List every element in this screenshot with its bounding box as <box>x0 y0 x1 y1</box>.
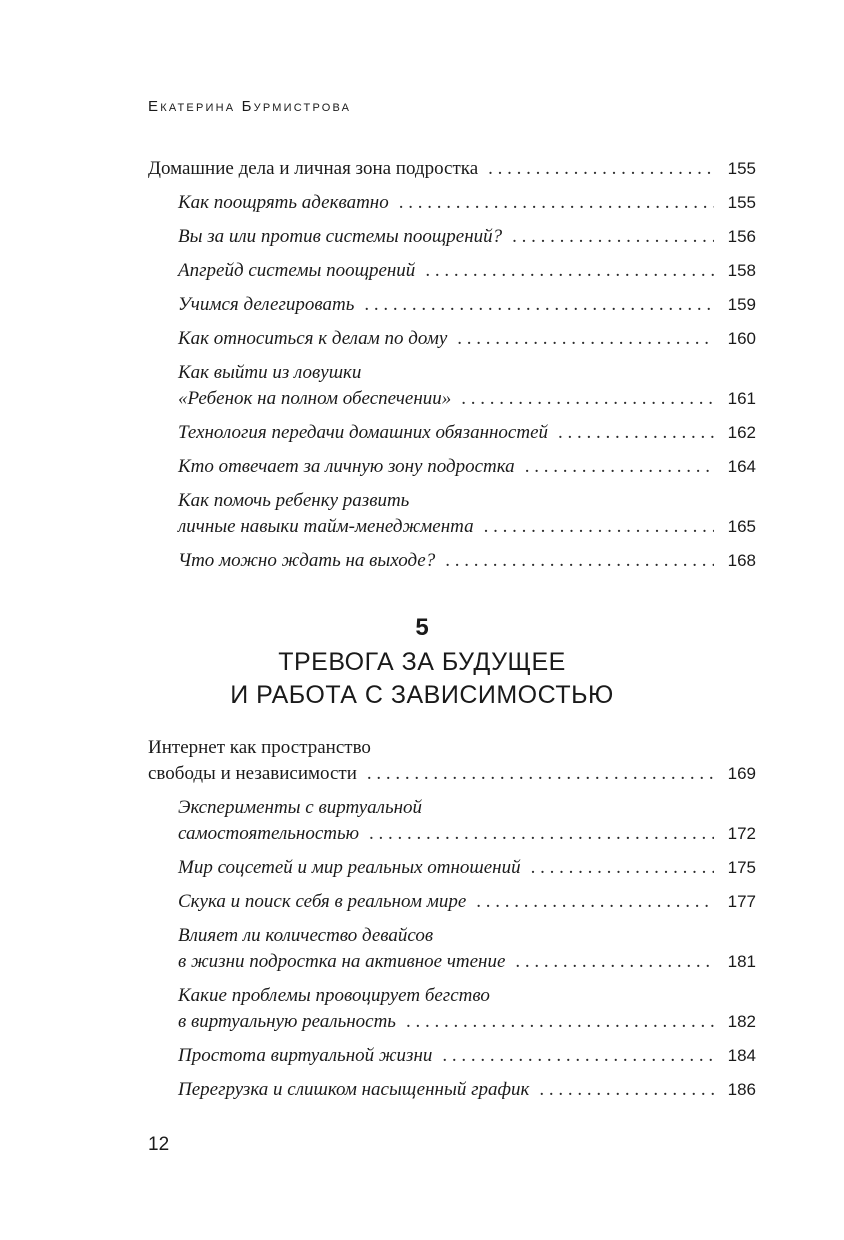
toc-page-number: 160 <box>727 329 756 348</box>
chapter-title-line-2: И РАБОТА С ЗАВИСИМОСТЬЮ <box>230 681 614 709</box>
toc-subsection-entry <box>178 923 756 975</box>
toc-entry-title: Интернет как пространство <box>148 737 371 758</box>
toc-entry-title: Как поощрять адекватно <box>178 192 389 213</box>
toc-subsection-entry <box>178 1043 756 1069</box>
toc-entry-title: Апгрейд системы поощрений <box>178 260 416 281</box>
running-head-author: Екатерина Бурмистрова <box>148 98 352 115</box>
toc-page-number: 184 <box>727 1046 756 1065</box>
toc-entry-title: Простота виртуальной жизни <box>178 1045 433 1066</box>
toc-page-number: 169 <box>727 764 756 783</box>
dot-leader <box>512 224 714 250</box>
dot-leader <box>445 548 714 574</box>
toc-subsection-entry <box>178 360 756 412</box>
dot-leader <box>461 386 714 412</box>
dot-leader <box>442 1043 714 1069</box>
toc-subsection-entry <box>178 983 756 1035</box>
toc-entry-title: в виртуальную реальность <box>178 1011 396 1032</box>
toc-entry-title: Как относиться к делам по дому <box>178 328 448 349</box>
toc-page-number: 182 <box>727 1012 756 1031</box>
toc-page-number: 164 <box>727 457 756 476</box>
dot-leader <box>369 821 714 847</box>
toc-subsection-entry <box>178 292 756 318</box>
toc-entry-title: Мир соцсетей и мир реальных отношений <box>178 857 521 878</box>
toc-entry-title: Как выйти из ловушки <box>178 362 362 383</box>
toc-entry-title: Что можно ждать на выходе? <box>178 550 436 571</box>
dot-leader <box>476 889 714 915</box>
toc-subsection-entry <box>178 326 756 352</box>
toc-subsection-entry <box>178 258 756 284</box>
toc-subsection-entry <box>178 795 756 847</box>
dot-leader <box>539 1077 714 1103</box>
toc-entry-title: Эксперименты с виртуальной <box>178 797 423 818</box>
toc-subsection-entry <box>178 190 756 216</box>
toc-page-number: 162 <box>727 423 756 442</box>
dot-leader <box>457 326 714 352</box>
dot-leader <box>399 190 714 216</box>
dot-leader <box>515 949 714 975</box>
dot-leader <box>558 420 714 446</box>
dot-leader <box>425 258 714 284</box>
chapter-number: 5 <box>415 614 429 641</box>
toc-page-number: 155 <box>727 159 756 178</box>
dot-leader <box>406 1009 714 1035</box>
toc-section-entry <box>148 735 756 787</box>
toc-page-number: 159 <box>727 295 756 314</box>
page-number: 12 <box>148 1134 170 1155</box>
toc-entry-title: Какие проблемы провоцирует бегство <box>178 985 490 1006</box>
toc-entry-title: Технология передачи домашних обязанностей <box>178 422 549 443</box>
toc-entry-title: Перегрузка и слишком насыщенный график <box>178 1079 530 1100</box>
toc-page-number: 172 <box>727 824 756 843</box>
toc-entry-title: Вы за или против системы поощрений? <box>178 226 503 247</box>
toc-page-number: 165 <box>727 517 756 536</box>
toc-entry-title: Кто отвечает за личную зону подростка <box>178 456 515 477</box>
toc-subsection-entry <box>178 420 756 446</box>
toc-subsection-entry <box>178 855 756 881</box>
toc-page-number: 161 <box>727 389 756 408</box>
toc-page-number: 177 <box>727 892 756 911</box>
dot-leader <box>525 454 714 480</box>
toc-entry-title: в жизни подростка на активное чтение <box>178 951 506 972</box>
toc-entry-title: личные навыки тайм-менеджмента <box>178 516 474 537</box>
toc-section-entry <box>148 156 756 182</box>
toc-page-number: 156 <box>727 227 756 246</box>
dot-leader <box>484 514 714 540</box>
dot-leader <box>488 156 714 182</box>
toc-page-number: 186 <box>727 1080 756 1099</box>
dot-leader <box>364 292 714 318</box>
dot-leader <box>367 761 714 787</box>
toc-entry-title: Домашние дела и личная зона подростка <box>148 158 479 179</box>
toc-entry-title: Учимся делегировать <box>178 294 355 315</box>
toc-subsection-entry <box>178 889 756 915</box>
dot-leader <box>531 855 714 881</box>
toc-entry-title: Как помочь ребенку развить <box>178 490 410 511</box>
toc-subsection-entry <box>178 548 756 574</box>
toc-subsection-entry <box>178 224 756 250</box>
toc-entry-title: Влияет ли количество девайсов <box>178 925 434 946</box>
toc-entry-title: «Ребенок на полном обеспечении» <box>178 388 452 409</box>
toc-page-number: 175 <box>727 858 756 877</box>
toc-page-number: 158 <box>727 261 756 280</box>
toc-subsection-entry <box>178 1077 756 1103</box>
toc-page-number: 181 <box>727 952 756 971</box>
toc-part-1 <box>148 156 756 582</box>
toc-page-number: 155 <box>727 193 756 212</box>
toc-subsection-entry <box>178 488 756 540</box>
toc-page-number: 168 <box>727 551 756 570</box>
toc-entry-title: свободы и независимости <box>148 763 357 784</box>
toc-part-2 <box>148 735 756 1111</box>
chapter-title-line-1: ТРЕВОГА ЗА БУДУЩЕЕ <box>278 648 566 676</box>
toc-entry-title: Скука и поиск себя в реальном мире <box>178 891 467 912</box>
toc-subsection-entry <box>178 454 756 480</box>
toc-entry-title: самостоятельностью <box>178 823 360 844</box>
